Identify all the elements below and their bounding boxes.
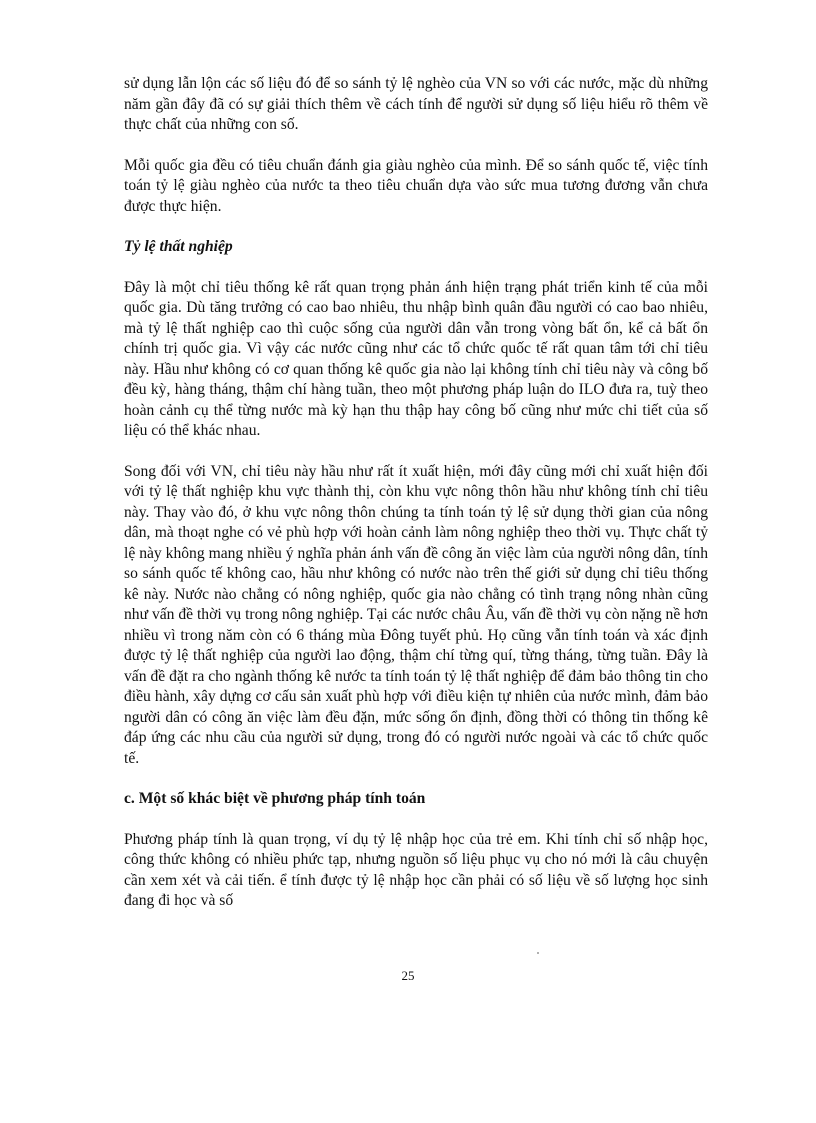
paragraph-2: Mỗi quốc gia đều có tiêu chuẩn đánh gia giàu nghèo của mình. Để so sánh quốc tế, việc tính toán tỷ lệ giàu nghèo của nước ta theo tiêu chuẩn dựa vào sức mua tương đương vẫn chưa được thực hiện.	[124, 156, 708, 215]
paragraph-4: Song đối với VN, chỉ tiêu này hầu như rất ít xuất hiện, mới đây cũng mới chỉ xuất hiện đối với tỷ lệ thất nghiệp khu vực thành thị, còn khu vực nông thôn hầu như không tính chỉ tiêu này. Thay vào đó, ở khu vực nông thôn chúng ta tính toán tỷ lệ sử dụng thời gian của nông dân, mà thoạt nghe có vẻ phù hợp với hoàn cảnh làm nông nghiệp theo thời vụ. Thực chất tỷ lệ này không mang nhiều ý nghĩa phản ánh vấn đề công ăn việc làm của người nông dân, tính so sánh quốc tế không cao, hầu như không có nước nào trên thế giới sử dụng chỉ tiêu thống kê này. Nước nào chẳng có nông nghiệp, quốc gia nào chẳng có tình trạng nông nhàn cũng như vấn đề thời vụ trong nông nghiệp. Tại các nước châu Âu, vấn đề thời vụ còn nặng nề hơn nhiều vì trong năm còn có 6 tháng mùa Đông tuyết phủ. Họ cũng vẫn tính toán và xác định được tỷ lệ thất nghiệp của người lao động, thậm chí từng quí, từng tháng, từng tuần. Đây là vấn đề đặt ra cho ngành thống kê nước ta tính toán tỷ lệ thất nghiệp để đảm bảo thông tin cho điều hành, xây dựng cơ cấu sản xuất phù hợp với điều kiện tự nhiên của nước mình, đảm bảo người dân có công ăn việc làm đều đặn, mức sống ổn định, đồng thời có thông tin thống kê đáp ứng các nhu cầu của người sử dụng, trong đó có người nước ngoài và các tổ chức quốc tế.	[124, 462, 708, 767]
paragraph-5: Phương pháp tính là quan trọng, ví dụ tỷ lệ nhập học của trẻ em. Khi tính chỉ số nhập học, công thức không có nhiều phức tạp, nhưng nguồn số liệu phục vụ cho nó mới là câu chuyện cần xem xét và cải tiến. ể tính được tỷ lệ nhập học cần phải có số liệu về số lượng học sinh đang đi học và số	[124, 830, 708, 909]
scan-speck	[537, 952, 539, 954]
page-content	[124, 74, 708, 932]
section-heading-methodology: c. Một số khác biệt về phương pháp tính toán	[124, 790, 426, 807]
page-number: 25	[401, 968, 415, 983]
section-heading-unemployment: Tỷ lệ thất nghiệp	[124, 238, 233, 255]
paragraph-1: sử dụng lẫn lộn các số liệu đó để so sánh tỷ lệ nghèo của VN so với các nước, mặc dù những năm gần đây đã có sự giải thích thêm về cách tính để người sử dụng số liệu hiểu rõ thêm về thực chất của những con số.	[124, 75, 708, 133]
paragraph-3: Đây là một chỉ tiêu thống kê rất quan trọng phản ánh hiện trạng phát triển kinh tế của mỗi quốc gia. Dù tăng trưởng có cao bao nhiêu, thu nhập bình quân đầu người có cao bao nhiêu, mà tỷ lệ thất nghiệp cao thì cuộc sống của người dân vẫn trong vòng bất ổn, kể cả bất ổn chính trị quốc gia. Vì vậy các nước cũng như các tổ chức quốc tế rất quan tâm tới chỉ tiêu này. Hầu như không có cơ quan thống kê quốc gia nào lại không tính chỉ tiêu này và công bố đều kỳ, hàng tháng, thậm chí hàng tuần, theo một phương pháp luận do ILO đưa ra, tuỳ theo hoàn cảnh cụ thể từng nước mà kỳ hạn thu thập hay công bố cũng như mức chi tiết của số liệu có thể khác nhau.	[124, 278, 708, 439]
